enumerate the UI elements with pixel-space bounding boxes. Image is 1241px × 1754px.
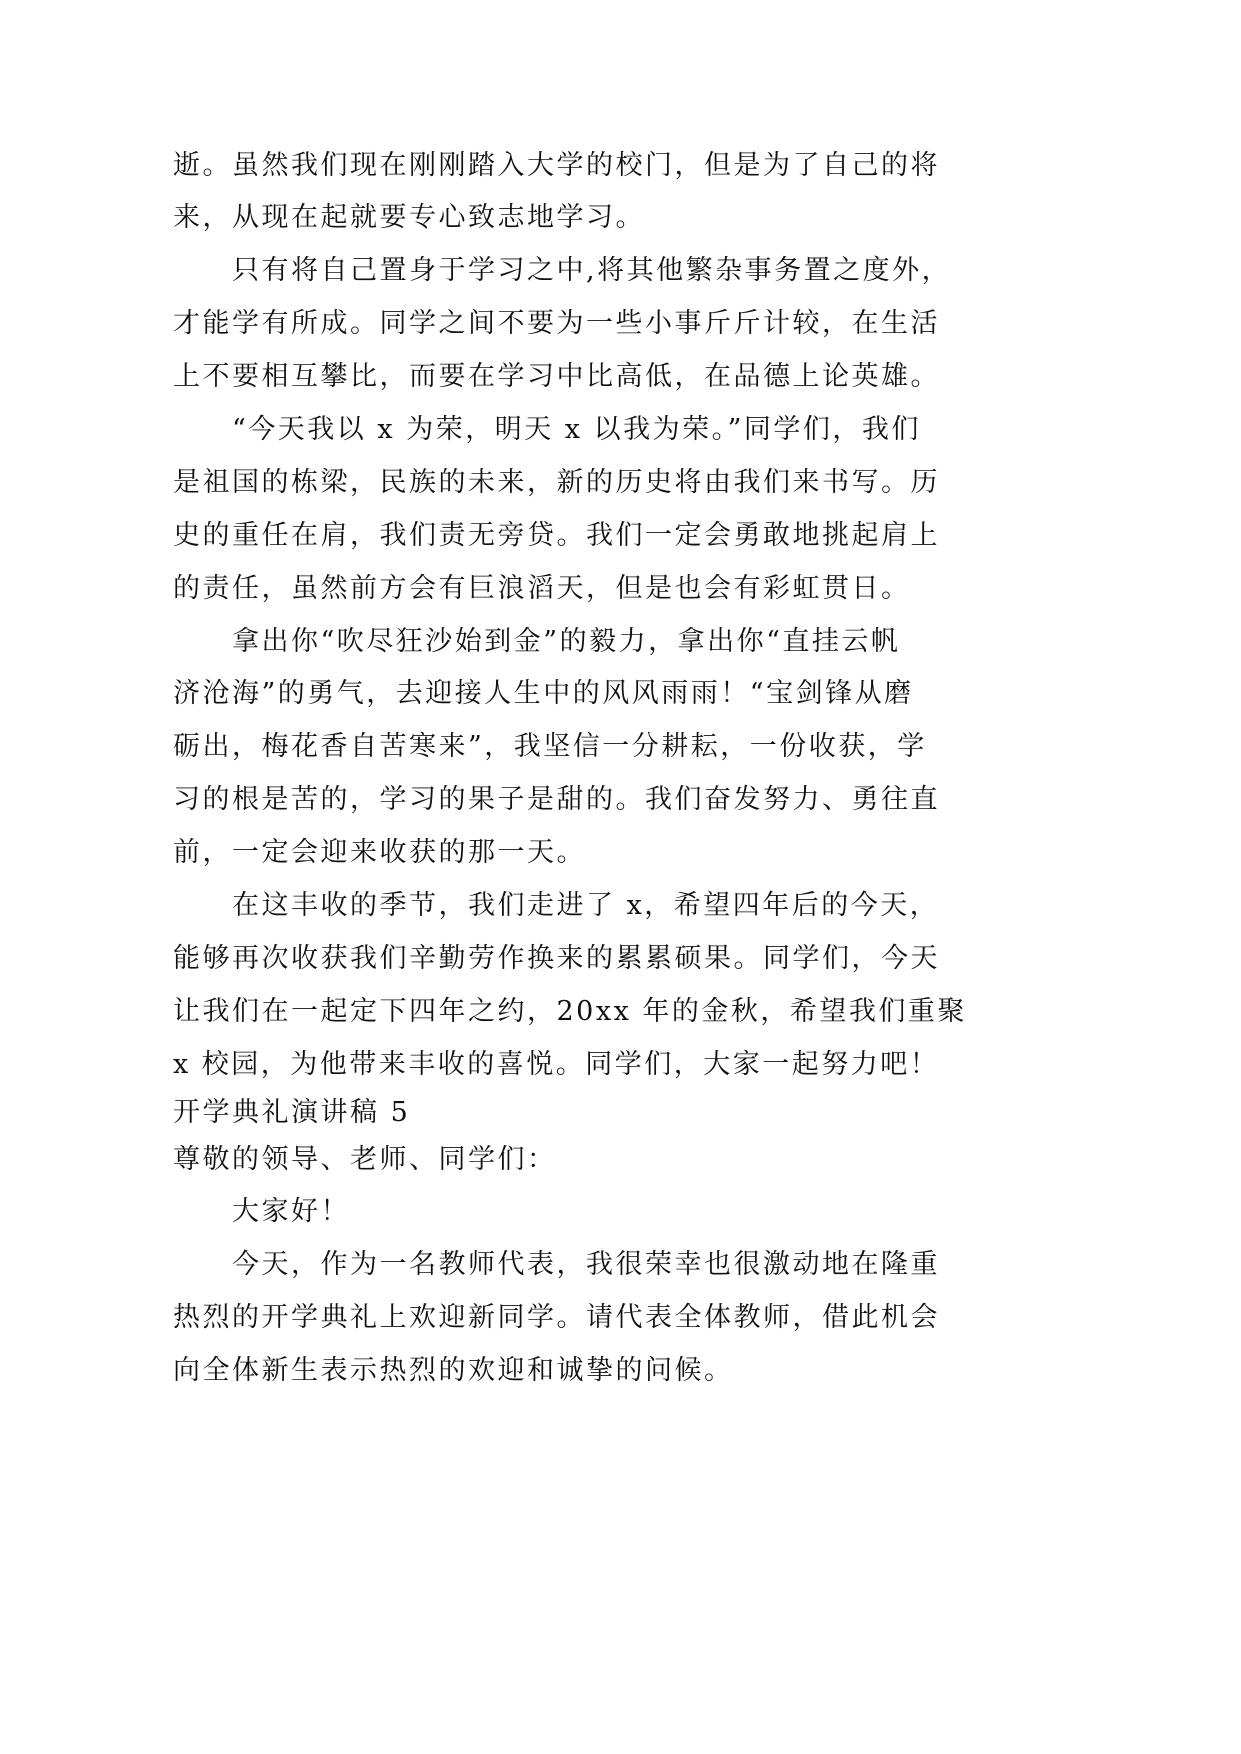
text-line: 是祖国的栋梁，民族的未来，新的历史将由我们来书写。历 [173, 466, 940, 498]
document-body [173, 140, 1073, 1398]
salutation: 尊敬的领导、老师、同学们： [173, 1143, 557, 1175]
section-title: 开学典礼演讲稿 5 [173, 1096, 411, 1128]
text-line: 前，一定会迎来收获的那一天。 [173, 837, 586, 869]
text-line: 才能学有所成。同学之间不要为一些小事斤斤计较，在生活 [173, 308, 940, 340]
text-line: 让我们在一起定下四年之约，20xx 年的金秋，希望我们重聚 [173, 995, 967, 1027]
text-line: x 校园，为他带来丰收的喜悦。同学们，大家一起努力吧！ [173, 1048, 940, 1080]
text-line: 砺出，梅花香自苦寒来”，我坚信一分耕耘，一份收获，学 [173, 731, 927, 763]
text-line: 大家好！ [232, 1196, 350, 1228]
paragraph [173, 1239, 1073, 1398]
text-line: 热烈的开学典礼上欢迎新同学。请代表全体教师，借此机会 [173, 1302, 940, 1334]
text-line: 济沧海”的勇气，去迎接人生中的风风雨雨！“宝剑锋从磨 [173, 678, 914, 710]
text-line: 只有将自己置身于学习之中,将其他繁杂事务置之度外， [232, 255, 952, 287]
text-line: “今天我以 x 为荣，明天 x 以我为荣。”同学们，我们 [232, 413, 921, 445]
text-line: 的责任，虽然前方会有巨浪滔天，但是也会有彩虹贯日。 [173, 572, 911, 604]
paragraph [173, 140, 1073, 246]
text-line: 在这丰收的季节，我们走进了 x，希望四年后的今天， [232, 889, 940, 921]
text-line: 上不要相互攀比，而要在学习中比高低，在品德上论英雄。 [173, 361, 940, 393]
paragraph [173, 404, 1073, 616]
text-line: 来，从现在起就要专心致志地学习。 [173, 202, 645, 234]
paragraph [173, 616, 1073, 880]
text-line: 今天，作为一名教师代表，我很荣幸也很激动地在隆重 [232, 1249, 940, 1281]
text-line: 拿出你“吹尽狂沙始到金”的毅力，拿出你“直挂云帆 [232, 625, 901, 657]
paragraph [173, 1186, 1073, 1239]
paragraph [173, 880, 1073, 1092]
text-line: 习的根是苦的，学习的果子是甜的。我们奋发努力、勇往直 [173, 784, 940, 816]
paragraph [173, 245, 1073, 404]
text-line: 逝。虽然我们现在刚刚踏入大学的校门，但是为了自己的将 [173, 149, 940, 181]
text-line: 史的重任在肩，我们责无旁贷。我们一定会勇敢地挑起肩上 [173, 519, 940, 551]
text-line: 向全体新生表示热烈的欢迎和诚挚的问候。 [173, 1355, 734, 1387]
text-line: 能够再次收获我们辛勤劳作换来的累累硕果。同学们，今天 [173, 942, 940, 974]
